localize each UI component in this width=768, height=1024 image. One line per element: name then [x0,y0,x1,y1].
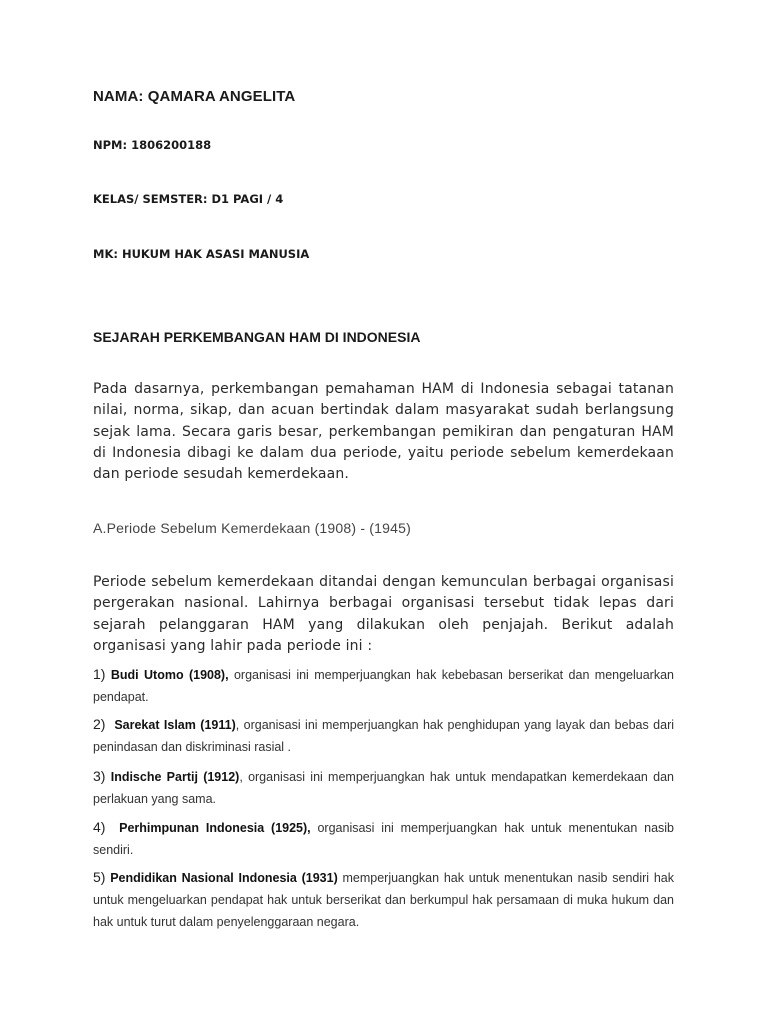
document-title: SEJARAH PERKEMBANGAN HAM DI INDONESIA [93,329,421,345]
list-item-number: 4) [93,819,106,835]
list-item [93,663,674,708]
list-item-text: , organisasi ini memperjuangkan hak penghidupan yang layak dan bebas dari penindasan dan diskriminasi rasial . [93,718,675,754]
list-item [93,713,674,758]
student-npm: NPM: 1806200188 [93,138,212,152]
course-name: MK: HUKUM HAK ASASI MANUSIA [93,247,310,261]
list-item [93,765,674,810]
list-item-text: organisasi ini memperjuangkan hak kebebasan berserikat dan mengeluarkan pendapat. [93,668,674,704]
list-item-number: 2) [93,716,106,732]
list-item-title: Pendidikan Nasional Indonesia (1931) [110,871,338,885]
intro-paragraph: Pada dasarnya, perkembangan pemahaman HAM di Indonesia sebagai tatanan nilai, norma, sikap, dan acuan bertindak dalam masyarakat sudah berlangsung sejak lama. Secara garis besar, perkembangan pemikiran dan pengaturan HAM di Indonesia dibagi ke dalam dua periode, yaitu periode sebelum kemerdekaan dan periode sesudah kemerdekaan. [93,381,674,483]
list-item-title: Sarekat Islam (1911) [114,718,236,732]
student-class: KELAS/ SEMSTER: D1 PAGI / 4 [93,192,284,206]
list-item [93,816,674,861]
list-item-number: 1) [93,666,106,682]
list-item-title: Budi Utomo (1908), [110,668,229,682]
section-a-paragraph: Periode sebelum kemerdekaan ditandai dengan kemunculan berbagai organisasi pergerakan nasional. Lahirnya berbagai organisasi tersebut tidak lepas dari sejarah pelanggaran HAM yang dilakukan oleh penjajah. Berikut adalah organisasi yang lahir pada periode ini : [93,574,674,654]
list-item [93,866,674,933]
list-item-title: Indische Partij (1912) [110,770,240,784]
list-item-number: 5) [93,869,106,885]
list-item-title: Perhimpunan Indonesia (1925), [119,821,311,835]
student-name: NAMA: QAMARA ANGELITA [93,88,296,105]
list-item-text: , organisasi ini memperjuangkan hak untuk mendapatkan kemerdekaan dan perlakuan yang sama. [93,770,674,806]
list-item-text: organisasi ini memperjuangkan hak untuk menentukan nasib sendiri. [93,821,674,857]
section-a-heading: A.Periode Sebelum Kemerdekaan (1908) - (1945) [93,520,411,536]
list-item-text: memperjuangkan hak untuk menentukan nasib sendiri hak untuk mengeluarkan pendapat hak untuk berserikat dan berkumpul hak persamaan di muka hukum dan hak untuk turut dalam penyelenggaraan negara. [93,871,674,929]
list-item-number: 3) [93,768,106,784]
